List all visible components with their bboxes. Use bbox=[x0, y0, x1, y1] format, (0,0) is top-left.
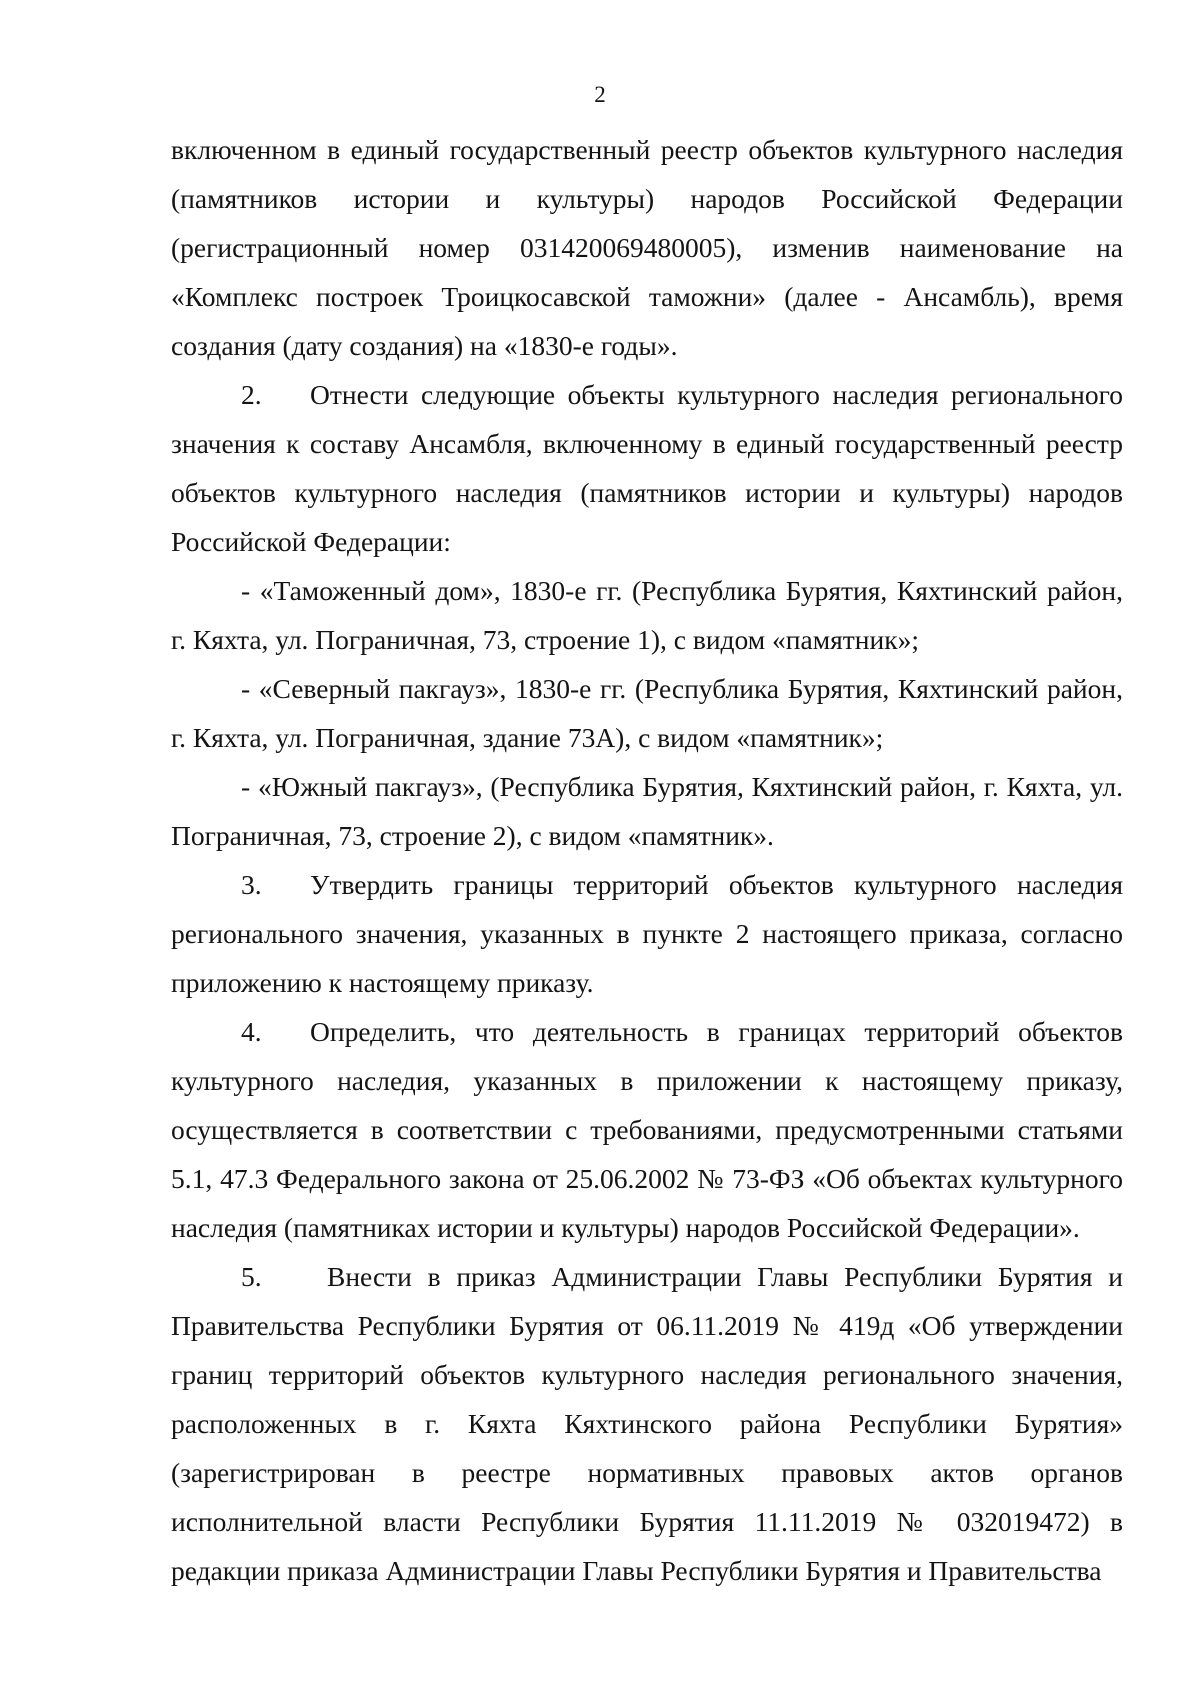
paragraph-item-5 bbox=[171, 1252, 1123, 1595]
paragraph-continuation: включенном в единый государственный реестр объектов культурного наследия (памятников истории и культуры) народов Российской Федерации (регистрационный номер 031420069480005), изменив наименование на «Комплекс построек Троицкосавской таможни» (далее - Ансамбль), время создания (дату создания) на «1830-е годы». bbox=[171, 134, 1123, 361]
item-number: 3. bbox=[241, 869, 262, 900]
item-number: 5. bbox=[241, 1261, 262, 1292]
item-text: Определить, что деятельность в границах территорий объектов культурного наследия, указанных в приложении к настоящему приказу, осуществляется в соответствии с требованиями, предусмотренными статьями 5.1, 47.3 Федерального закона от 25.06.2002 № 73-ФЗ «Об объектах культурного наследия (памятниках истории и культуры) народов Российской Федерации». bbox=[171, 1016, 1123, 1243]
list-item-customs-house: - «Таможенный дом», 1830-е гг. (Республика Бурятия, Кяхтинский район, г. Кяхта, ул. Пограничная, 73, строение 1), с видом «памятник»; bbox=[171, 575, 1123, 655]
document-body bbox=[171, 125, 1123, 1595]
item-text: Утвердить границы территорий объектов культурного наследия регионального значения, указанных в пункте 2 настоящего приказа, согласно приложению к настоящему приказу. bbox=[171, 869, 1123, 998]
list-item-south-warehouse: - «Южный пакгауз», (Республика Бурятия, Кяхтинский район, г. Кяхта, ул. Пограничная, 73, строение 2), с видом «памятник». bbox=[171, 771, 1123, 851]
list-item-north-warehouse: - «Северный пакгауз», 1830-е гг. (Республика Бурятия, Кяхтинский район, г. Кяхта, ул. Пограничная, здание 73А), с видом «памятник»; bbox=[171, 673, 1123, 753]
item-text: Внести в приказ Администрации Главы Республики Бурятия и Правительства Республики Бурятия от 06.11.2019 № 419д «Об утверждении границ территорий объектов культурного наследия регионального значения, расположенных в г. Кяхта Кяхтинского района Республики Бурятия» (зарегистрирован в реестре нормативных правовых актов органов исполнительной власти Республики Бурятия 11.11.2019 № 032019472) в редакции приказа Администрации Главы Республики Бурятия и Правительства bbox=[171, 1261, 1123, 1586]
paragraph-item-3 bbox=[171, 860, 1123, 1007]
paragraph-item-4 bbox=[171, 1007, 1123, 1252]
paragraph-item-2 bbox=[171, 370, 1123, 566]
item-text: Отнести следующие объекты культурного наследия регионального значения к составу Ансамбля, включенному в единый государственный реестр объектов культурного наследия (памятников истории и культуры) народов Российской Федерации: bbox=[171, 379, 1123, 557]
page-number: 2 bbox=[594, 82, 606, 107]
item-number: 4. bbox=[241, 1016, 262, 1047]
item-number: 2. bbox=[241, 379, 262, 410]
